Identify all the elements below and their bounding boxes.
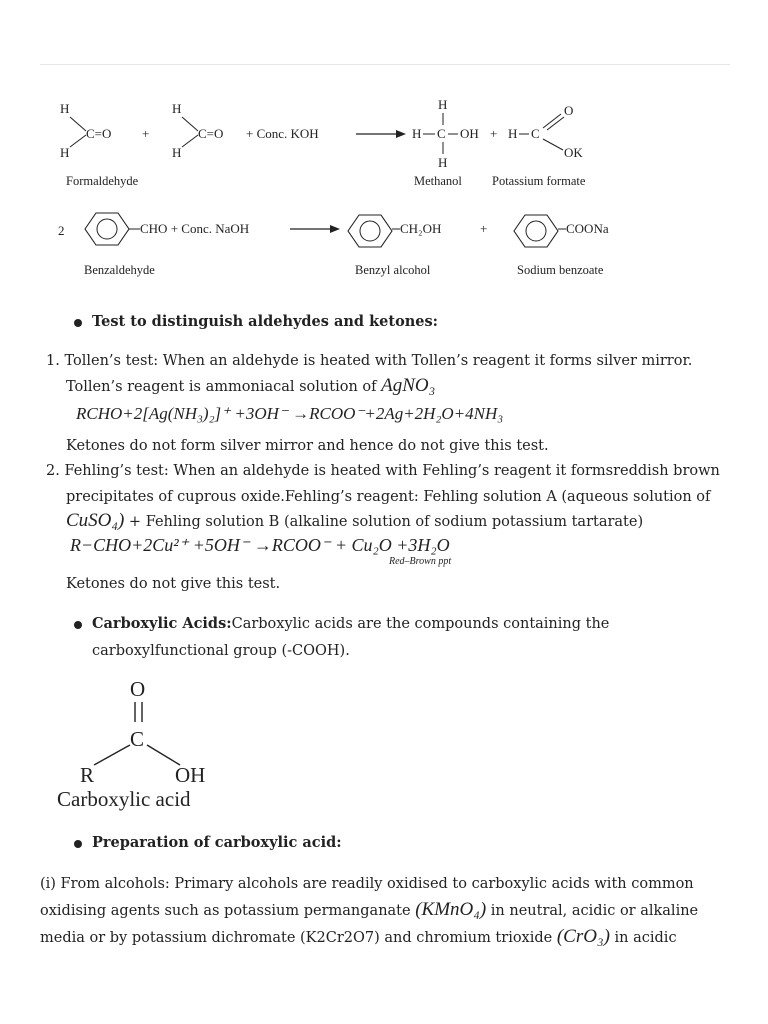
tollens-note: Ketones do not form silver mirror and hence do not give this test. xyxy=(66,438,549,454)
carbonyl-group: C=O xyxy=(86,126,112,141)
methanol-structure xyxy=(412,97,479,170)
tollens-test-line: 1. Tollen’s test: When an aldehyde is heated with Tollen’s reagent it forms silver mirror. xyxy=(46,353,693,369)
benzaldehyde-cannizzaro-figure xyxy=(50,205,650,285)
c-atom: C xyxy=(437,126,446,141)
carboxylic-definition xyxy=(92,614,609,634)
oh-group: OH xyxy=(460,126,479,141)
r-group: R xyxy=(80,763,95,787)
formaldehyde-label: Formaldehyde xyxy=(66,174,139,188)
cho-reagent-text: CHO + Conc. NaOH xyxy=(140,221,250,236)
plus-sign: + xyxy=(142,126,150,141)
preparation-line-3 xyxy=(40,927,677,948)
bullet-icon xyxy=(74,319,82,327)
preparation-text: in neutral, acidic or alkaline xyxy=(486,903,699,919)
h-atom: H xyxy=(508,126,518,141)
fehling-test-line-2: precipitates of cuprous oxide.Fehling’s reagent: Fehling solution A (aqueous solution of xyxy=(66,489,711,505)
tollens-equation: RCHO+2[Ag(NH₃)₂]⁺ +3OH⁻ →RCOO⁻+2Ag+2H₂O+4NH₃ xyxy=(76,404,504,423)
benzene-ring-icon xyxy=(348,215,392,247)
test-heading: Test to distinguish aldehydes and ketones: xyxy=(92,313,439,330)
sodium-benzoate-label: Sodium benzoate xyxy=(517,263,604,277)
c-atom: C xyxy=(531,126,540,141)
benzaldehyde-label: Benzaldehyde xyxy=(84,263,155,277)
benzyl-alcohol-label: Benzyl alcohol xyxy=(355,263,431,277)
carboxylic-term: Carboxylic Acids: xyxy=(92,615,232,632)
fehling-note: Ketones do not give this test. xyxy=(66,576,281,592)
h-atom: H xyxy=(60,101,70,116)
coefficient: 2 xyxy=(58,223,65,238)
precipitate-label: Red–Brown ppt xyxy=(389,556,452,567)
h-atom: H xyxy=(60,145,70,160)
preparation-text: in acidic xyxy=(609,930,677,946)
methanol-label: Methanol xyxy=(414,174,462,188)
benzene-ring-icon xyxy=(514,215,558,247)
potassium-formate-label: Potassium formate xyxy=(492,174,586,188)
plus-sign: + xyxy=(490,126,498,141)
carboxylic-acid-caption: Carboxylic acid xyxy=(57,787,191,811)
oh-group: OH xyxy=(175,763,206,787)
carboxylic-definition-text: Carboxylic acids are the compounds containing the xyxy=(231,616,610,632)
reagent-conc-koh: + Conc. KOH xyxy=(246,126,319,141)
carboxylic-definition-line-2: carboxylfunctional group (-COOH). xyxy=(92,643,350,659)
cuso4-formula: CuSO₄) xyxy=(66,510,125,531)
bullet-icon xyxy=(74,840,82,848)
o-atom: O xyxy=(130,677,146,701)
fehling-equation: R−CHO+2Cu²⁺ +5OH⁻ →RCOO⁻ + Cu₂O +3H₂O xyxy=(70,535,450,555)
tollens-reagent-line xyxy=(66,376,435,397)
reaction-arrow-icon xyxy=(356,130,406,138)
preparation-text: oxidising agents such as potassium permanganate xyxy=(40,903,416,919)
h-atom: H xyxy=(172,145,182,160)
ch2oh-group: CH₂OH xyxy=(400,221,442,236)
preparation-line-2 xyxy=(40,900,698,921)
formaldehyde-cannizzaro-figure xyxy=(50,95,650,195)
h-atom: H xyxy=(172,101,182,116)
h-atom: H xyxy=(438,155,448,170)
tollens-reagent-text: Tollen’s reagent is ammoniacal solution of xyxy=(66,379,382,395)
formaldehyde-structure-1 xyxy=(60,101,111,160)
agno3-formula: AgNO₃ xyxy=(381,375,436,396)
cro3-formula: (CrO₃) xyxy=(556,926,610,947)
ok-group: OK xyxy=(564,145,583,160)
top-divider xyxy=(40,64,730,65)
reaction-arrow-icon xyxy=(290,225,340,233)
potassium-formate-structure xyxy=(508,103,583,160)
carbonyl-group: C=O xyxy=(198,126,224,141)
fehling-reagent-line xyxy=(66,511,643,532)
fehling-test-line: 2. Fehling’s test: When an aldehyde is heated with Fehling’s reagent it formsreddish brown xyxy=(46,463,720,479)
c-atom: C xyxy=(130,727,145,751)
kmno4-formula: (KMnO₄) xyxy=(415,899,487,920)
benzene-ring-icon xyxy=(85,213,129,245)
preparation-heading: Preparation of carboxylic acid: xyxy=(92,834,342,851)
plus-sign: + xyxy=(480,221,488,236)
formaldehyde-structure-2 xyxy=(172,101,223,160)
preparation-text: media or by potassium dichromate (K2Cr2O7) and chromium trioxide xyxy=(40,930,557,946)
coona-group: COONa xyxy=(566,221,609,236)
h-atom: H xyxy=(438,97,448,112)
bullet-icon xyxy=(74,621,82,629)
preparation-line-1: (i) From alcohols: Primary alcohols are readily oxidised to carboxylic acids with common xyxy=(40,876,694,892)
fehling-reagent-text: + Fehling solution B (alkaline solution of sodium potassium tartarate) xyxy=(124,514,644,530)
h-atom: H xyxy=(412,126,422,141)
carboxylic-acid-structure xyxy=(50,672,270,817)
o-atom: O xyxy=(564,103,574,118)
